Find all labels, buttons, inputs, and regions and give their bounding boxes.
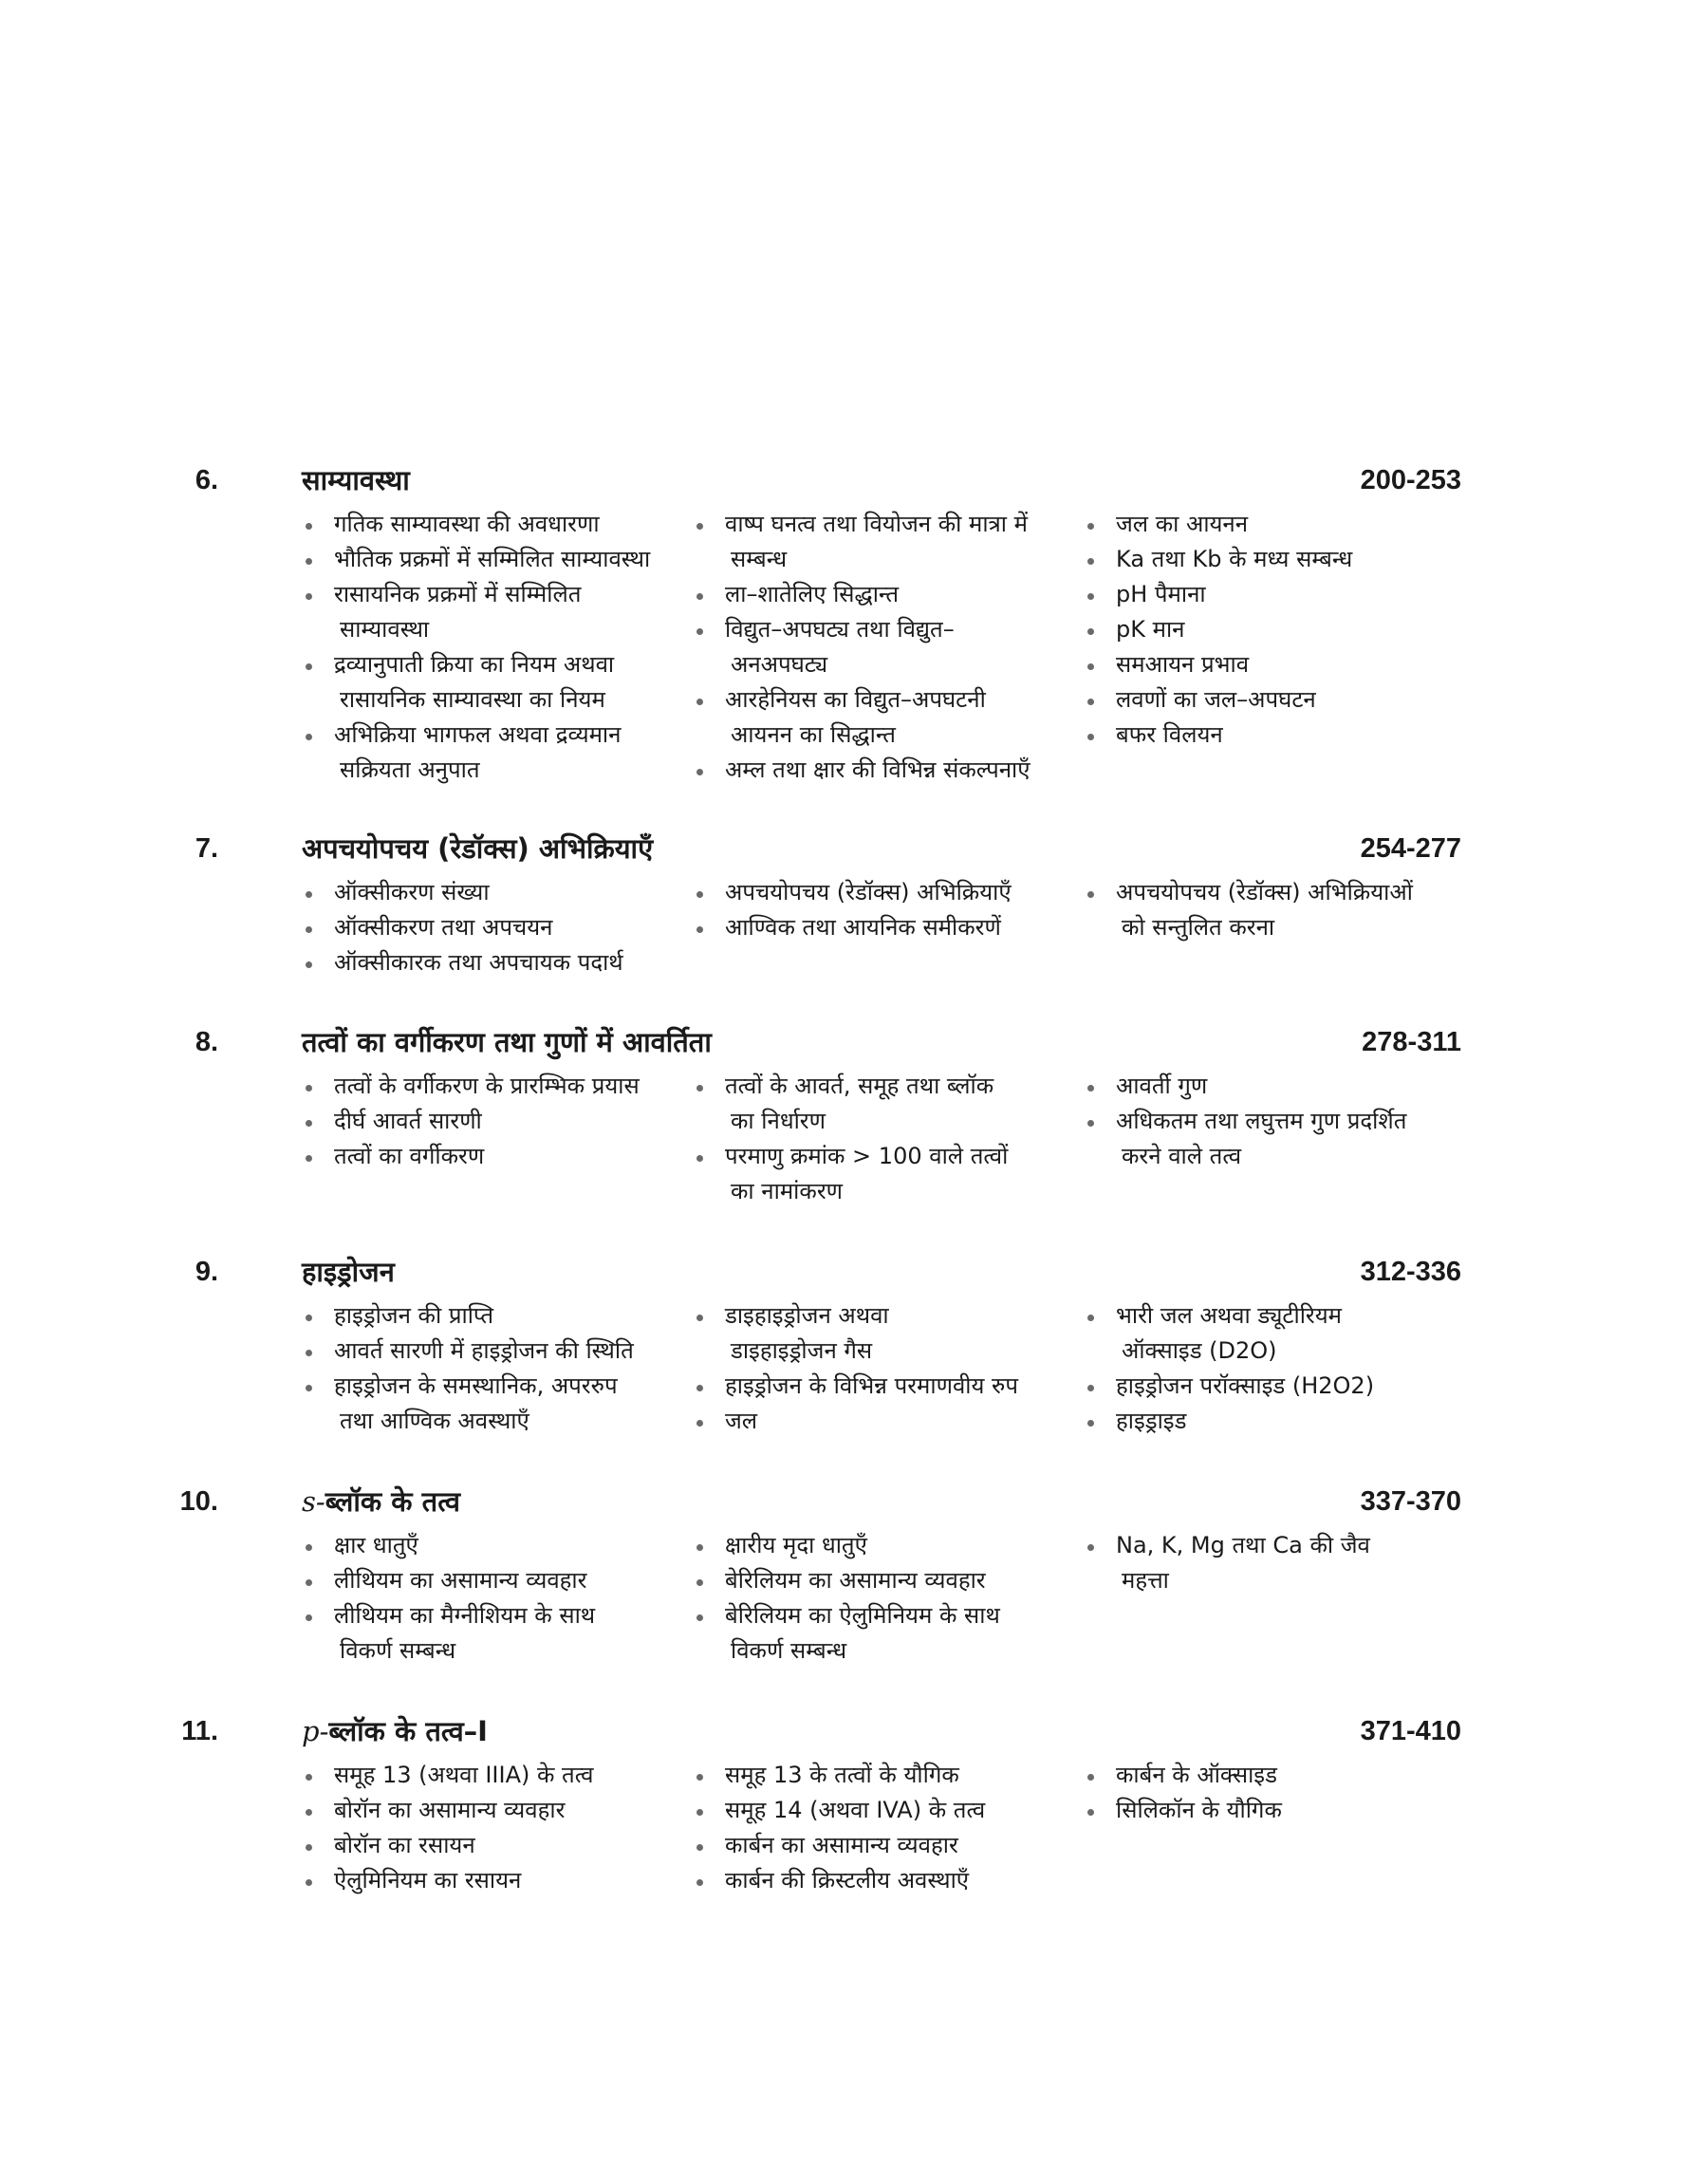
list-item: दीर्घ आवर्त सारणी bbox=[302, 1104, 681, 1139]
chapter-number: 10. bbox=[179, 1486, 218, 1517]
list-item: लीथियम का मैग्नीशियम के साथ विकर्ण सम्बन्ध bbox=[302, 1598, 681, 1669]
list-item: गतिक साम्यावस्था की अवधारणा bbox=[302, 507, 681, 542]
list-item: हाइड्रोजन के समस्थानिक, अपररुप तथा आण्विक अवस्थाएँ bbox=[302, 1369, 681, 1439]
topic-column-2 bbox=[693, 875, 1072, 945]
list-item: Na, K, Mg तथा Ca की जैव महत्ता bbox=[1084, 1528, 1444, 1598]
list-item: द्रव्यानुपाती क्रिया का नियम अथवा रासायनिक साम्यावस्था का नियम bbox=[302, 647, 681, 718]
topic-column-3 bbox=[1084, 1758, 1444, 1828]
topic-column-2 bbox=[693, 1528, 1072, 1669]
list-item: pK मान bbox=[1084, 612, 1444, 647]
list-item: क्षार धातुएँ bbox=[302, 1528, 681, 1563]
topic-column-2 bbox=[693, 1069, 1072, 1209]
chapter-header bbox=[195, 1253, 1461, 1295]
chapter-number: 6. bbox=[195, 465, 218, 495]
topic-column-3 bbox=[1084, 875, 1444, 945]
list-item: डाइहाइड्रोजन अथवा डाइहाइड्रोजन गैस bbox=[693, 1298, 1072, 1369]
list-item: विद्युत–अपघट्य तथा विद्युत– अनअपघट्य bbox=[693, 612, 1072, 682]
list-item: ऑक्सीकरण संख्या bbox=[302, 875, 681, 910]
list-item: बफर विलयन bbox=[1084, 718, 1444, 753]
topic-column-1 bbox=[302, 1069, 681, 1174]
list-item: तत्वों के आवर्त, समूह तथा ब्लॉक का निर्धारण bbox=[693, 1069, 1072, 1139]
topic-column-3 bbox=[1084, 1069, 1444, 1174]
list-item: ऐलुमिनियम का रसायन bbox=[302, 1863, 681, 1898]
chapter-title: p-ब्लॉक के तत्व–I bbox=[302, 1715, 488, 1747]
list-item: हाइड्रोजन के विभिन्न परमाणवीय रुप bbox=[693, 1369, 1072, 1404]
topic-column-1 bbox=[302, 1758, 681, 1898]
list-item: कार्बन का असामान्य व्यवहार bbox=[693, 1828, 1072, 1863]
chapter-10 bbox=[179, 1483, 1461, 1664]
list-item: आरहेनियस का विद्युत–अपघटनी आयनन का सिद्धान्त bbox=[693, 682, 1072, 753]
list-item: हाइड्रोजन की प्राप्ति bbox=[302, 1298, 681, 1334]
list-item: सिलिकॉन के यौगिक bbox=[1084, 1793, 1444, 1828]
list-item: हाइड्राइड bbox=[1084, 1404, 1444, 1439]
list-item: कार्बन की क्रिस्टलीय अवस्थाएँ bbox=[693, 1863, 1072, 1898]
chapter-header bbox=[195, 461, 1461, 503]
list-item: बोरॉन का असामान्य व्यवहार bbox=[302, 1793, 681, 1828]
list-item: pH पैमाना bbox=[1084, 577, 1444, 612]
list-item: अपचयोपचय (रेडॉक्स) अभिक्रियाओं को सन्तुलित करना bbox=[1084, 875, 1444, 945]
list-item: समआयन प्रभाव bbox=[1084, 647, 1444, 682]
chapter-number: 11. bbox=[181, 1716, 218, 1746]
list-item: क्षारीय मृदा धातुएँ bbox=[693, 1528, 1072, 1563]
list-item: ऑक्सीकारक तथा अपचायक पदार्थ bbox=[302, 945, 681, 980]
list-item: तत्वों के वर्गीकरण के प्रारम्भिक प्रयास bbox=[302, 1069, 681, 1104]
list-item: समूह 14 (अथवा IVA) के तत्व bbox=[693, 1793, 1072, 1828]
chapter-page-range: 254-277 bbox=[1360, 833, 1461, 864]
list-item: हाइड्रोजन परॉक्साइड (H2O2) bbox=[1084, 1369, 1444, 1404]
chapter-title-prefix: s- bbox=[302, 1485, 325, 1518]
list-item: ऑक्सीकरण तथा अपचयन bbox=[302, 910, 681, 945]
chapter-header bbox=[181, 1712, 1461, 1754]
list-item: जल का आयनन bbox=[1084, 507, 1444, 542]
topic-column-2 bbox=[693, 1298, 1072, 1439]
list-item: वाष्प घनत्व तथा वियोजन की मात्रा में सम्बन्ध bbox=[693, 507, 1072, 577]
topic-column-1 bbox=[302, 1298, 681, 1439]
chapter-header bbox=[179, 1483, 1461, 1524]
list-item: बेरिलियम का असामान्य व्यवहार bbox=[693, 1563, 1072, 1598]
list-item: आण्विक तथा आयनिक समीकरणें bbox=[693, 910, 1072, 945]
chapter-title: हाइड्रोजन bbox=[302, 1256, 395, 1288]
list-item: कार्बन के ऑक्साइड bbox=[1084, 1758, 1444, 1793]
topic-column-2 bbox=[693, 507, 1072, 788]
chapter-number: 9. bbox=[195, 1257, 218, 1287]
topic-column-1 bbox=[302, 1528, 681, 1669]
list-item: तत्वों का वर्गीकरण bbox=[302, 1139, 681, 1174]
chapter-page-range: 312-336 bbox=[1360, 1257, 1461, 1287]
topic-column-3 bbox=[1084, 1528, 1444, 1598]
list-item: अपचयोपचय (रेडॉक्स) अभिक्रियाएँ bbox=[693, 875, 1072, 910]
list-item: लवणों का जल–अपघटन bbox=[1084, 682, 1444, 718]
chapter-7 bbox=[195, 830, 1461, 976]
chapter-number: 8. bbox=[195, 1027, 218, 1057]
topic-column-3 bbox=[1084, 507, 1444, 753]
list-item: आवर्त सारणी में हाइड्रोजन की स्थिति bbox=[302, 1334, 681, 1369]
topic-column-2 bbox=[693, 1758, 1072, 1898]
chapter-header bbox=[195, 1023, 1461, 1065]
list-item: समूह 13 के तत्वों के यौगिक bbox=[693, 1758, 1072, 1793]
list-item: रासायनिक प्रक्रमों में सम्मिलित साम्यावस्था bbox=[302, 577, 681, 647]
chapter-page-range: 278-311 bbox=[1362, 1027, 1461, 1057]
topic-column-1 bbox=[302, 507, 681, 788]
chapter-8 bbox=[195, 1023, 1461, 1204]
list-item: समूह 13 (अथवा IIIA) के तत्व bbox=[302, 1758, 681, 1793]
list-item: अम्ल तथा क्षार की विभिन्न संकल्पनाएँ bbox=[693, 753, 1072, 788]
chapter-header bbox=[195, 830, 1461, 871]
list-item: अभिक्रिया भागफल अथवा द्रव्यमान सक्रियता अनुपात bbox=[302, 718, 681, 788]
chapter-11 bbox=[181, 1712, 1461, 1894]
chapter-title: साम्यावस्था bbox=[302, 464, 410, 496]
chapter-title-prefix: p- bbox=[302, 1715, 329, 1747]
list-item: अधिकतम तथा लघुत्तम गुण प्रदर्शित करने वाले तत्व bbox=[1084, 1104, 1444, 1174]
chapter-9 bbox=[195, 1253, 1461, 1434]
list-item: बेरिलियम का ऐलुमिनियम के साथ विकर्ण सम्बन्ध bbox=[693, 1598, 1072, 1669]
chapter-page-range: 337-370 bbox=[1360, 1486, 1461, 1517]
list-item: आवर्ती गुण bbox=[1084, 1069, 1444, 1104]
chapter-6 bbox=[195, 461, 1461, 783]
list-item: Ka तथा Kb के मध्य सम्बन्ध bbox=[1084, 542, 1444, 577]
chapter-number: 7. bbox=[195, 833, 218, 864]
topic-column-1 bbox=[302, 875, 681, 980]
chapter-page-range: 371-410 bbox=[1360, 1716, 1461, 1746]
list-item: जल bbox=[693, 1404, 1072, 1439]
chapter-title: s-ब्लॉक के तत्व bbox=[302, 1485, 460, 1518]
topic-column-3 bbox=[1084, 1298, 1444, 1439]
list-item: लीथियम का असामान्य व्यवहार bbox=[302, 1563, 681, 1598]
list-item: बोरॉन का रसायन bbox=[302, 1828, 681, 1863]
list-item: ला–शातेलिए सिद्धान्त bbox=[693, 577, 1072, 612]
chapter-page-range: 200-253 bbox=[1360, 465, 1461, 495]
list-item: परमाणु क्रमांक > 100 वाले तत्वों का नामांकरण bbox=[693, 1139, 1072, 1209]
chapter-title: अपचयोपचय (रेडॉक्स) अभिक्रियाएँ bbox=[302, 832, 654, 865]
list-item: भौतिक प्रक्रमों में सम्मिलित साम्यावस्था bbox=[302, 542, 681, 577]
list-item: भारी जल अथवा ड्यूटीरियम ऑक्साइड (D2O) bbox=[1084, 1298, 1444, 1369]
chapter-title: तत्वों का वर्गीकरण तथा गुणों में आवर्तिता bbox=[302, 1026, 712, 1058]
